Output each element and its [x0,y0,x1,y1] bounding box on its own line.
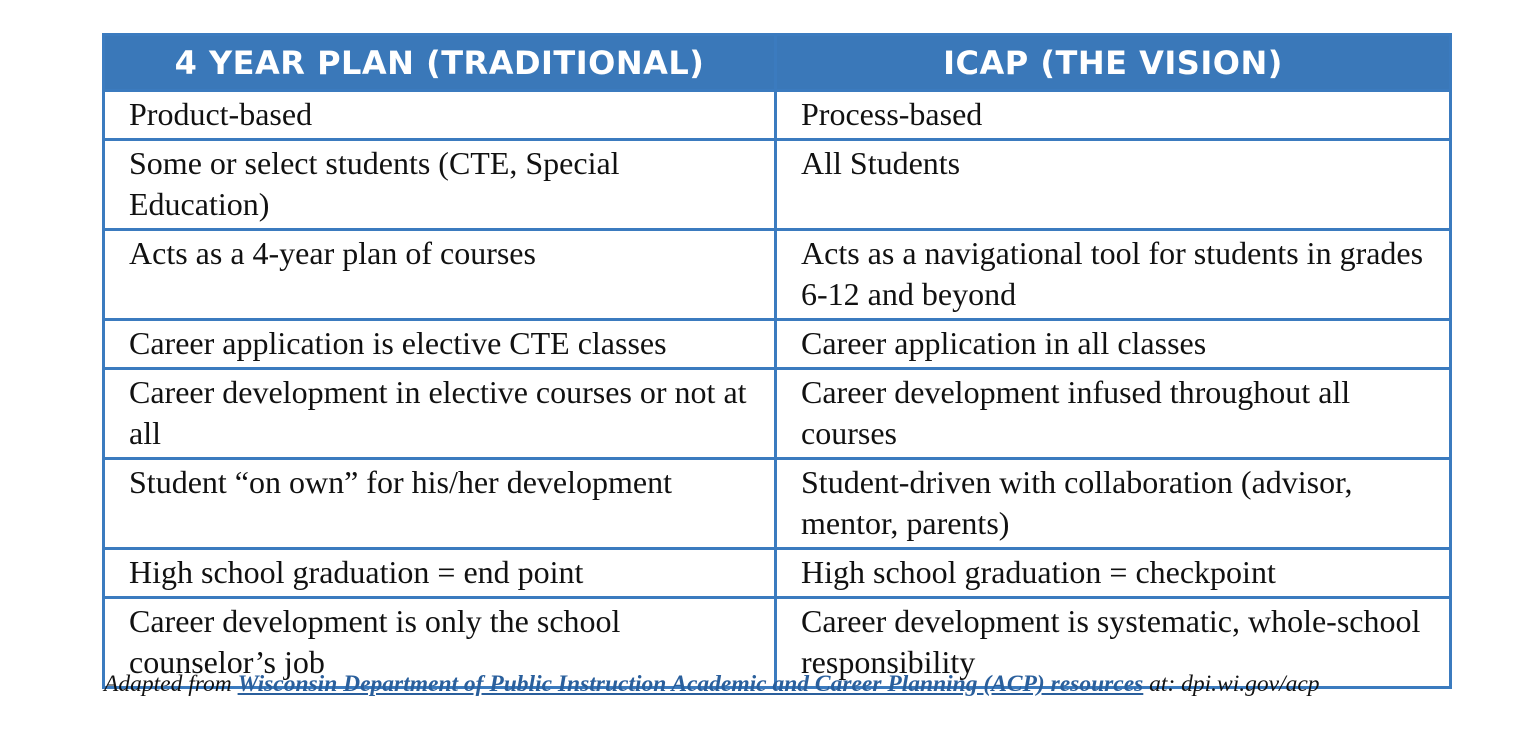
comparison-table [102,33,1452,689]
table-row [104,230,1451,320]
cell-traditional: Career application is elective CTE classes [104,320,776,369]
cell-traditional: Career development is only the school counselor’s job [104,598,776,688]
cell-icap: All Students [776,140,1451,230]
acp-resources-link[interactable]: Wisconsin Department of Public Instruction Academic and Career Planning (ACP) resources [237,671,1144,697]
cell-icap: Career development infused throughout all courses [776,369,1451,459]
cell-traditional: Career development in elective courses or not at all [104,369,776,459]
cell-icap: High school graduation = checkpoint [776,549,1451,598]
credit-prefix: Adapted from [104,671,238,697]
cell-traditional: Some or select students (CTE, Special Education) [104,140,776,230]
table-row [104,459,1451,549]
cell-icap: Acts as a navigational tool for students in grades 6-12 and beyond [776,230,1451,320]
table-row [104,140,1451,230]
header-row [104,35,1451,91]
table-row [104,369,1451,459]
header-traditional: 4 YEAR PLAN (TRADITIONAL) [104,35,776,91]
table-row [104,549,1451,598]
credit-suffix: at: dpi.wi.gov/acp [1143,671,1320,697]
cell-traditional: Acts as a 4-year plan of courses [104,230,776,320]
cell-traditional: Product-based [104,91,776,140]
cell-traditional: Student “on own” for his/her development [104,459,776,549]
table-row [104,320,1451,369]
cell-icap: Career application in all classes [776,320,1451,369]
cell-icap: Process-based [776,91,1451,140]
cell-traditional: High school graduation = end point [104,549,776,598]
header-icap: ICAP (THE VISION) [776,35,1451,91]
cell-icap: Student-driven with collaboration (advisor, mentor, parents) [776,459,1451,549]
table-row [104,91,1451,140]
cell-icap: Career development is systematic, whole-school responsibility [776,598,1451,688]
source-credit [104,671,1504,698]
